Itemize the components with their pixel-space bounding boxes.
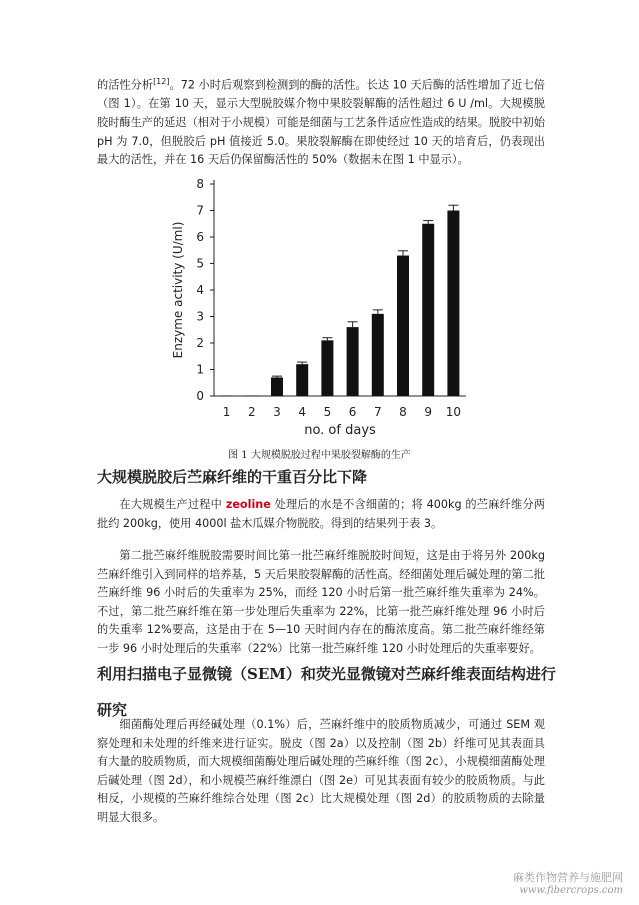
x-tick-label: 6 <box>348 405 357 419</box>
paragraph-text: 的活性分析 <box>97 78 154 92</box>
chart-bar <box>422 224 434 396</box>
paragraph-text: 在大规模生产过程中 <box>119 498 226 511</box>
watermark-url: www.fibercrops.com <box>519 885 623 896</box>
watermark-site-name: 麻类作物营养与施肥网 <box>513 871 623 884</box>
x-tick-label: 1 <box>222 405 231 419</box>
x-tick-label: 5 <box>323 405 332 419</box>
citation-ref: [12] <box>153 77 170 86</box>
x-tick-label: 10 <box>445 405 462 419</box>
x-axis-label: no. of days <box>304 423 376 438</box>
chart-bar <box>397 256 409 396</box>
chart-bar <box>372 314 384 396</box>
y-tick-label: 1 <box>196 362 204 377</box>
chart-bar <box>447 211 459 397</box>
enzyme-activity-chart <box>168 168 478 440</box>
x-tick-label: 9 <box>424 405 433 419</box>
chart-bar <box>246 395 258 396</box>
watermark <box>513 871 623 897</box>
y-tick-label: 3 <box>196 309 204 324</box>
paragraph-enzyme-activity <box>97 73 545 170</box>
y-tick-label: 5 <box>196 256 204 271</box>
x-tick-label: 7 <box>373 405 382 419</box>
x-tick-label: 3 <box>273 405 281 419</box>
section-heading-weight-loss: 大规模脱胶后苎麻纤维的干重百分比下降 <box>97 468 368 486</box>
chart-bar <box>321 340 333 396</box>
y-tick-label: 0 <box>196 389 204 403</box>
paragraph-text: 。72 小时后观察到检测到的酶的活性。长达 10 天后酶的活性增加了近七倍（图 1）。在第 10 天，显示大型脱胶媒介物中果胶裂解酶的活性超过 6 U /ml。大规模脱胶时酶生产的延迟（相对于小规模）可能是细菌与工艺条件适应性造成的结果。脱胶中初始 pH 为 7.0，但脱胶后 pH 值接近 5.0。果胶裂解酶在即使经过 10 天的培育后，仍表现出最大的活性，并在 16 天后仍保留酶活性的 50%（数据未在图 1 中显示）。 <box>97 78 545 167</box>
y-tick-label: 8 <box>196 177 204 191</box>
chart-bar <box>271 377 283 396</box>
y-tick-label: 6 <box>196 230 204 244</box>
chart-bar <box>221 395 233 396</box>
chart-bar <box>296 364 308 396</box>
paragraph-zeoline <box>97 496 545 533</box>
chart-bar <box>347 327 359 396</box>
y-tick-label: 4 <box>196 283 204 297</box>
x-tick-label: 8 <box>399 405 407 419</box>
y-tick-label: 7 <box>196 203 204 218</box>
section-heading-sem: 利用扫描电子显微镜（SEM）和荧光显微镜对苎麻纤维表面结构进行研究 <box>97 665 556 719</box>
x-tick-label: 4 <box>298 405 307 419</box>
paragraph-sem-observation: 细菌酶处理后再经碱处理（0.1%）后，苎麻纤维中的胶质物质减少，可通过 SEM 观察处理和未处理的纤维来进行证实。脱皮（图 2a）以及控制（图 2b）纤维可见其表面具有大量的胶质物质，而大规模细菌酶处理后碱处理的苎麻纤维（图 2c），小规模细菌酶处理后碱处理（图 2d），和小规模苎麻纤维漂白（图 2e）可见其表面有较少的胶质物质。与此相反，小规模的苎麻纤维综合处理（图 2c）比大规模处理（图 2d）的胶质物质的去除量明显大很多。 <box>97 718 545 824</box>
paragraph-text: 处理后的水是不含细菌的；将 400kg 的苎麻纤维分两批约 200kg，使用 4000l 盐木瓜媒介物脱胶。得到的结果列于表 3。 <box>97 498 545 530</box>
highlight-zeoline: zeoline <box>225 498 271 511</box>
y-axis-label: Enzyme activity (U/ml) <box>171 221 185 359</box>
x-tick-label: 2 <box>247 405 256 419</box>
figure-caption: 图 1 大规模脱胶过程中果胶裂解酶的生产 <box>228 450 411 461</box>
paragraph-second-batch: 第二批苎麻纤维脱胶需要时间比第一批苎麻纤维脱胶时间短，这是由于将另外 200kg 苎麻纤维引入到同样的培养基，5 天后果胶裂解酶的活性高。经细菌处理后碱处理的第二批苎麻纤维 96 小时后的失重率为 25%，而经 120 小时后第一批苎麻纤维失重率为 24%。不过，第二批苎麻纤维在第一步处理后失重率为 22%，比第一批苎麻纤维处理 96 小时后的失重率 12%要高，这是由于在 5—10 天时间内存在的酶浓度高。第二批苎麻纤维经第一步 96 小时处理后的失重率（22%）比第一批苎麻纤维 120 小时处理后的失重率要好。 <box>97 549 545 655</box>
y-tick-label: 2 <box>196 336 204 350</box>
